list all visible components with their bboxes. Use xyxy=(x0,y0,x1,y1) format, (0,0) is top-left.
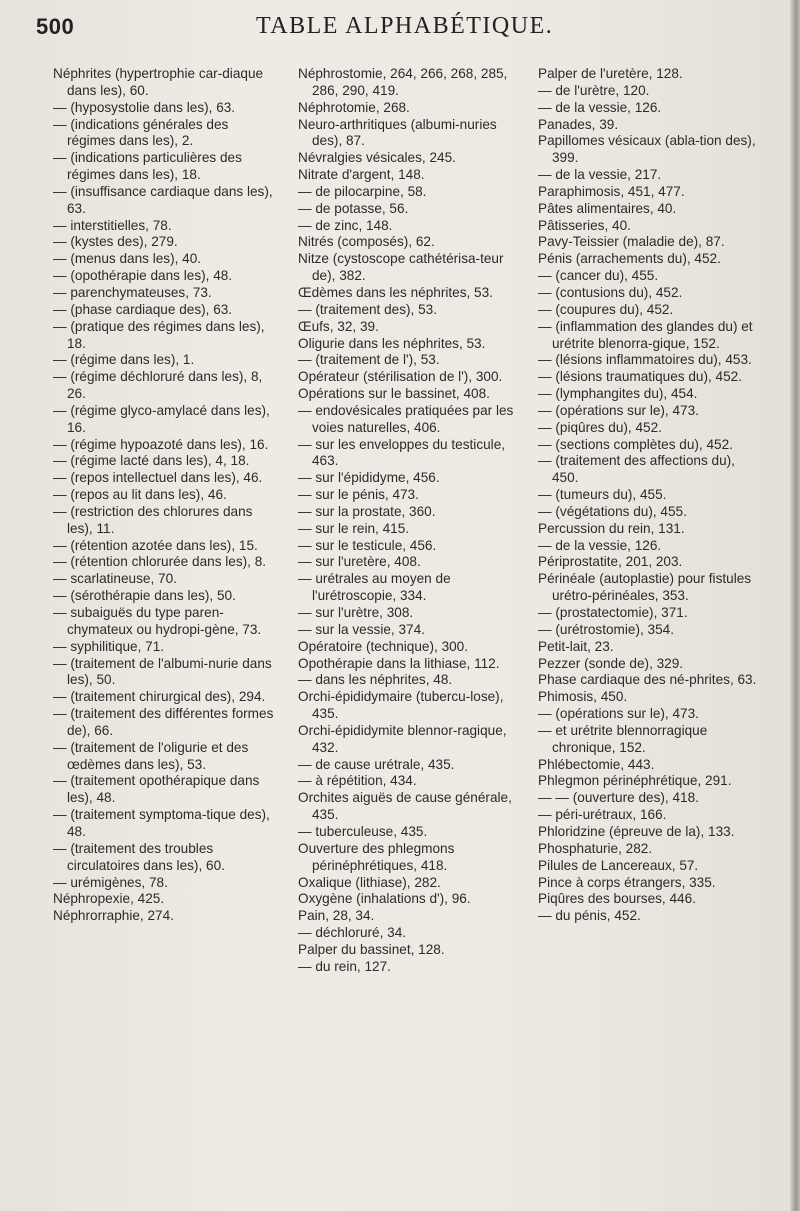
page-number: 500 xyxy=(36,14,75,39)
index-entry: — (repos au lit dans les), 46. xyxy=(53,487,227,503)
index-entry: — (traitement de l'albumi-nurie dans les), 50. xyxy=(53,655,272,688)
index-entry: Opératoire (technique), 300. xyxy=(298,638,469,654)
index-entry: — endovésicales pratiquées par les voies naturelles, 406. xyxy=(298,402,514,435)
index-entry: Orchites aiguës de cause générale, 435. xyxy=(298,790,512,823)
index-entry: Phlébectomie, 443. xyxy=(538,756,655,772)
index-entry: Pezzer (sonde de), 329. xyxy=(538,655,684,671)
index-entry: — de potasse, 56. xyxy=(298,200,409,216)
index-entry: Opérations sur le bassinet, 408. xyxy=(298,386,490,402)
index-entry: — (tumeurs du), 455. xyxy=(538,487,667,503)
index-entry: — urémigènes, 78. xyxy=(53,874,168,890)
index-entry: — (lésions traumatiques du), 452. xyxy=(538,369,743,385)
index-entry: — (prostatectomie), 371. xyxy=(538,605,688,620)
index-entry: Pavy-Teissier (maladie de), 87. xyxy=(538,234,725,250)
index-column-2 xyxy=(298,66,518,976)
index-entry: — (rétention chlorurée dans les), 8. xyxy=(53,554,267,570)
index-entry: — (indications générales des régimes dans les), 2. xyxy=(53,116,229,149)
index-entry: — (inflammation des glandes du) et urétrite blenorra-gique, 152. xyxy=(538,318,753,351)
index-entry: — à répétition, 434. xyxy=(298,773,417,789)
index-entry: Œdèmes dans les néphrites, 53. xyxy=(298,284,493,300)
index-entry: Pain, 28, 34. xyxy=(298,908,375,924)
index-entry: — (traitement des différentes formes de), 66. xyxy=(53,706,274,738)
index-entry: Panades, 39. xyxy=(538,116,619,132)
index-entry: Phimosis, 450. xyxy=(538,689,628,705)
index-entry: Palper du bassinet, 128. xyxy=(298,941,445,957)
running-title: TABLE ALPHABÉTIQUE. xyxy=(256,13,554,39)
index-entry: — péri-urétraux, 166. xyxy=(538,807,667,823)
index-entry: — (traitement de l'oligurie et des œdèmes dans les), 53. xyxy=(53,739,249,772)
index-entry: Néphropexie, 425. xyxy=(53,891,165,907)
index-entry: — (lésions inflammatoires du), 453. xyxy=(538,352,752,368)
index-entry: — de cause urétrale, 435. xyxy=(298,756,455,772)
index-entry: — sur l'uretère, 408. xyxy=(298,554,421,570)
index-entry: Percussion du rein, 131. xyxy=(538,520,685,536)
index-entry: Papillomes vésicaux (abla-tion des), 399. xyxy=(538,133,756,166)
index-entry: Phosphaturie, 282. xyxy=(538,840,653,856)
index-entry: — (hyposystolie dans les), 63. xyxy=(53,99,236,115)
index-entry: — sur les enveloppes du testicule, 463. xyxy=(298,436,506,469)
index-entry: — (opothérapie dans les), 48. xyxy=(53,268,233,284)
index-entry: Oxygène (inhalations d'), 96. xyxy=(298,891,471,907)
index-entry: — tuberculeuse, 435. xyxy=(298,823,428,839)
index-entry: Nitze (cystoscope cathétérisa-teur de), 382. xyxy=(298,251,504,284)
index-entry: — sur l'urètre, 308. xyxy=(298,605,414,620)
index-entry: — (traitement symptoma-tique des), 48. xyxy=(53,807,270,839)
index-entry: — (sérothérapie dans les), 50. xyxy=(53,588,236,604)
index-entry: — du rein, 127. xyxy=(298,958,391,974)
index-entry: — (cancer du), 455. xyxy=(538,268,659,284)
index-entry: Néphrotomie, 268. xyxy=(298,99,410,115)
page-header xyxy=(36,10,776,50)
index-entry: — (pratique des régimes dans les), 18. xyxy=(53,318,265,351)
index-entry: — de zinc, 148. xyxy=(298,217,393,233)
index-entry: Néphrostomie, 264, 266, 268, 285, 286, 290, 419. xyxy=(298,66,508,98)
index-entry: — sur la vessie, 374. xyxy=(298,621,425,637)
index-entry: — urétrales au moyen de l'urétroscopie, 334. xyxy=(298,571,451,604)
index-entry: Pâtes alimentaires, 40. xyxy=(538,200,677,216)
index-entry: — et urétrite blennorragique chronique, 152. xyxy=(538,722,708,755)
index-entry: Piqûres des bourses, 446. xyxy=(538,891,696,907)
index-entry: — (traitement des troubles circulatoires dans les), 60. xyxy=(53,840,225,873)
index-entry: Opothérapie dans la lithiase, 112. xyxy=(298,655,500,671)
index-entry: — — (ouverture des), 418. xyxy=(538,790,699,806)
index-entry: Petit-lait, 23. xyxy=(538,638,614,654)
index-entry: — (régime glyco-amylacé dans les), 16. xyxy=(53,402,270,435)
index-entry: — de la vessie, 126. xyxy=(538,537,662,553)
index-entry: Ouverture des phlegmons périnéphrétiques, 418. xyxy=(298,840,455,873)
index-entry: Phase cardiaque des né-phrites, 63. xyxy=(538,672,757,688)
index-entry: Pâtisseries, 40. xyxy=(538,217,631,233)
index-entry: — (régime déchloruré dans les), 8, 26. xyxy=(53,369,263,402)
index-entry: — sur la prostate, 360. xyxy=(298,503,436,519)
index-entry: Opérateur (stérilisation de l'), 300. xyxy=(298,369,503,385)
index-entry: — (traitement opothérapique dans les), 48. xyxy=(53,773,260,806)
index-entry: — (insuffisance cardiaque dans les), 63. xyxy=(53,183,273,216)
index-entry: — (restriction des chlorures dans les), 11. xyxy=(53,503,253,536)
index-entry: — sur le pénis, 473. xyxy=(298,487,419,503)
index-entry: — (traitement des affections du), 450. xyxy=(538,453,735,486)
index-entry: — scarlatineuse, 70. xyxy=(53,571,177,587)
index-entry: — (piqûres du), 452. xyxy=(538,419,662,435)
index-entry: — (régime dans les), 1. xyxy=(53,352,195,368)
index-entry: — parenchymateuses, 73. xyxy=(53,284,212,300)
index-entry: — de pilocarpine, 58. xyxy=(298,183,427,199)
index-entry: — (menus dans les), 40. xyxy=(53,251,202,267)
index-entry: — (coupures du), 452. xyxy=(538,301,674,317)
index-entry: Neuro-arthritiques (albumi-nuries des), 87. xyxy=(298,116,497,149)
index-entry: — (lymphangites du), 454. xyxy=(538,386,698,402)
index-column-1 xyxy=(53,66,279,925)
index-entry: — du pénis, 452. xyxy=(538,908,641,924)
index-entry: — sur le testicule, 456. xyxy=(298,537,437,553)
index-entry: — de la vessie, 126. xyxy=(538,99,662,115)
index-entry: — (indications particulières des régimes dans les), 18. xyxy=(53,150,242,183)
index-entry: — (régime lacté dans les), 4, 18. xyxy=(53,453,250,469)
index-entry: — (traitement des), 53. xyxy=(298,301,438,317)
index-entry: Néphrites (hypertrophie car-diaque dans les), 60. xyxy=(53,66,264,98)
index-entry: Périnéale (autoplastie) pour fistules urétro-périnéales, 353. xyxy=(538,571,752,604)
page-edge xyxy=(790,0,800,1211)
index-entry: Périprostatite, 201, 203. xyxy=(538,554,683,570)
index-entry: Névralgies vésicales, 245. xyxy=(298,150,456,166)
index-entry: — de la vessie, 217. xyxy=(538,167,662,183)
index-entry: — (kystes des), 279. xyxy=(53,234,178,250)
index-entry: — (repos intellectuel dans les), 46. xyxy=(53,470,263,486)
index-entry: — (opérations sur le), 473. xyxy=(538,402,699,418)
index-entry: Palper de l'uretère, 128. xyxy=(538,66,683,81)
index-entry: Oxalique (lithiase), 282. xyxy=(298,874,441,890)
index-entry: Nitrés (composés), 62. xyxy=(298,234,435,250)
index-entry: — subaiguës du type paren-chymateux ou hydropi-gène, 73. xyxy=(53,605,262,637)
index-column-3 xyxy=(538,66,760,925)
index-entry: — (végétations du), 455. xyxy=(538,503,687,519)
index-entry: — (contusions du), 452. xyxy=(538,284,683,300)
index-entry: — (traitement chirurgical des), 294. xyxy=(53,689,266,705)
index-entry: Pilules de Lancereaux, 57. xyxy=(538,857,699,873)
index-entry: — interstitielles, 78. xyxy=(53,217,172,233)
index-entry: Pénis (arrachements du), 452. xyxy=(538,251,721,267)
index-entry: Néphrorraphie, 274. xyxy=(53,908,174,924)
index-entry: Oligurie dans les néphrites, 53. xyxy=(298,335,486,351)
index-entry: Pince à corps étrangers, 335. xyxy=(538,874,716,890)
index-entry: Phlegmon périnéphrétique, 291. xyxy=(538,773,732,789)
index-entry: Orchi-épididymaire (tubercu-lose), 435. xyxy=(298,689,504,722)
index-entry: — sur le rein, 415. xyxy=(298,520,410,536)
index-entry: — (opérations sur le), 473. xyxy=(538,706,699,722)
index-entry: Paraphimosis, 451, 477. xyxy=(538,183,685,199)
index-entry: — (urétrostomie), 354. xyxy=(538,621,674,637)
index-entry: — de l'urètre, 120. xyxy=(538,82,650,98)
index-entry: Nitrate d'argent, 148. xyxy=(298,167,425,183)
index-entry: — (phase cardiaque des), 63. xyxy=(53,301,233,317)
index-entry: Œufs, 32, 39. xyxy=(298,318,379,334)
index-entry: — (sections complètes du), 452. xyxy=(538,436,733,452)
index-entry: — sur l'épididyme, 456. xyxy=(298,470,440,486)
index-entry: Phloridzine (épreuve de la), 133. xyxy=(538,823,735,839)
index-entry: — (traitement de l'), 53. xyxy=(298,352,440,368)
index-entry: — déchloruré, 34. xyxy=(298,925,407,941)
index-entry: — dans les néphrites, 48. xyxy=(298,672,453,688)
index-entry: Orchi-épididymite blennor-ragique, 432. xyxy=(298,722,507,755)
index-entry: — (rétention azotée dans les), 15. xyxy=(53,537,258,553)
index-entry: — (régime hypoazoté dans les), 16. xyxy=(53,436,269,452)
index-entry: — syphilitique, 71. xyxy=(53,638,165,654)
